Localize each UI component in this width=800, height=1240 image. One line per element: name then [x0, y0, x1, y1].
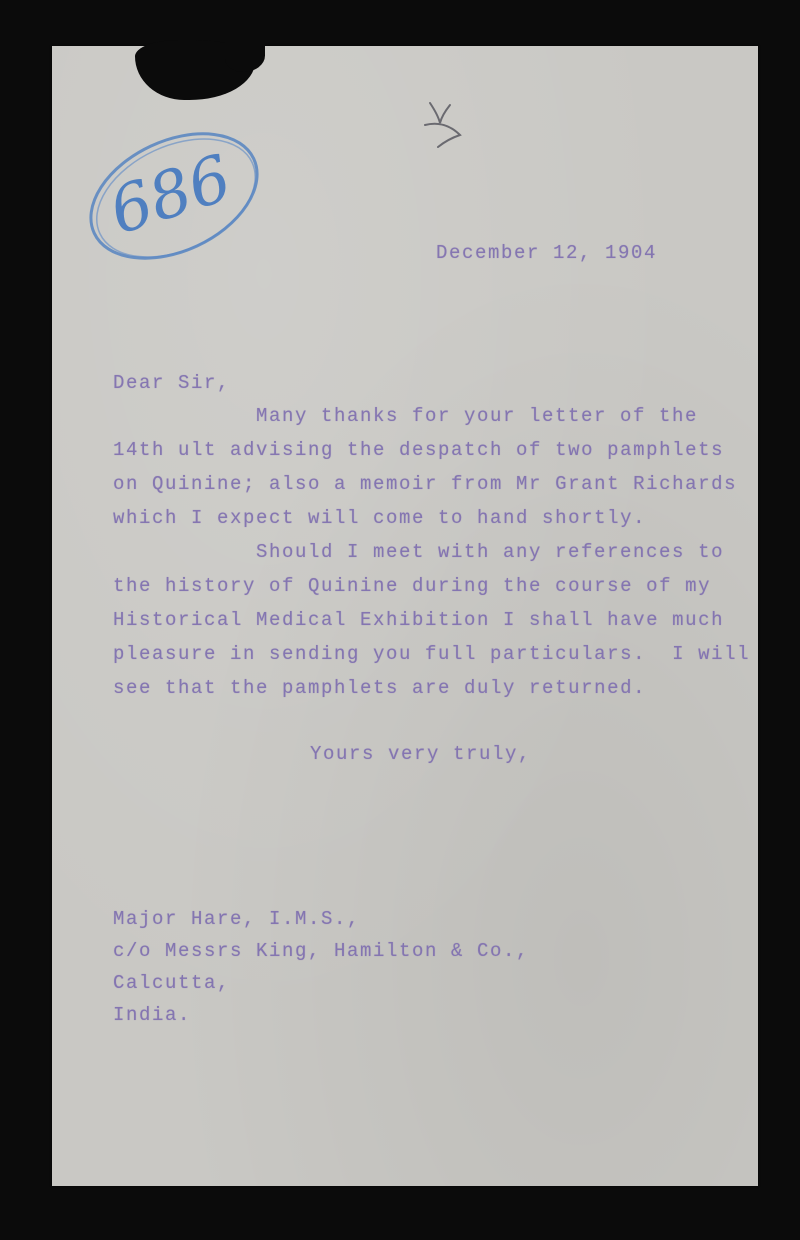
body-line: Many thanks for your letter of the: [256, 405, 699, 427]
address-line: Major Hare, I.M.S.,: [113, 908, 361, 930]
body-line: which I expect will come to hand shortly.: [113, 507, 647, 529]
letter-date: December 12, 1904: [436, 242, 658, 264]
body-line: Should I meet with any references to: [256, 541, 725, 563]
body-line: 14th ult advising the despatch of two pamphlets: [113, 439, 725, 461]
body-line: pleasure in sending you full particulars. I will: [113, 643, 751, 665]
address-line: India.: [113, 1004, 192, 1026]
archive-number-mark: [82, 116, 267, 276]
archive-number: 686: [101, 141, 241, 250]
closing: Yours very truly,: [310, 743, 532, 765]
pencil-tick-icon: [420, 95, 480, 155]
address-line: c/o Messrs King, Hamilton & Co.,: [113, 940, 530, 962]
body-line: the history of Quinine during the course of my: [113, 575, 712, 597]
body-line: on Quinine; also a memoir from Mr Grant Richards: [113, 473, 738, 495]
body-line: Historical Medical Exhibition I shall have much: [113, 609, 725, 631]
salutation: Dear Sir,: [113, 372, 231, 394]
body-line: see that the pamphlets are duly returned.: [113, 677, 647, 699]
address-line: Calcutta,: [113, 972, 231, 994]
